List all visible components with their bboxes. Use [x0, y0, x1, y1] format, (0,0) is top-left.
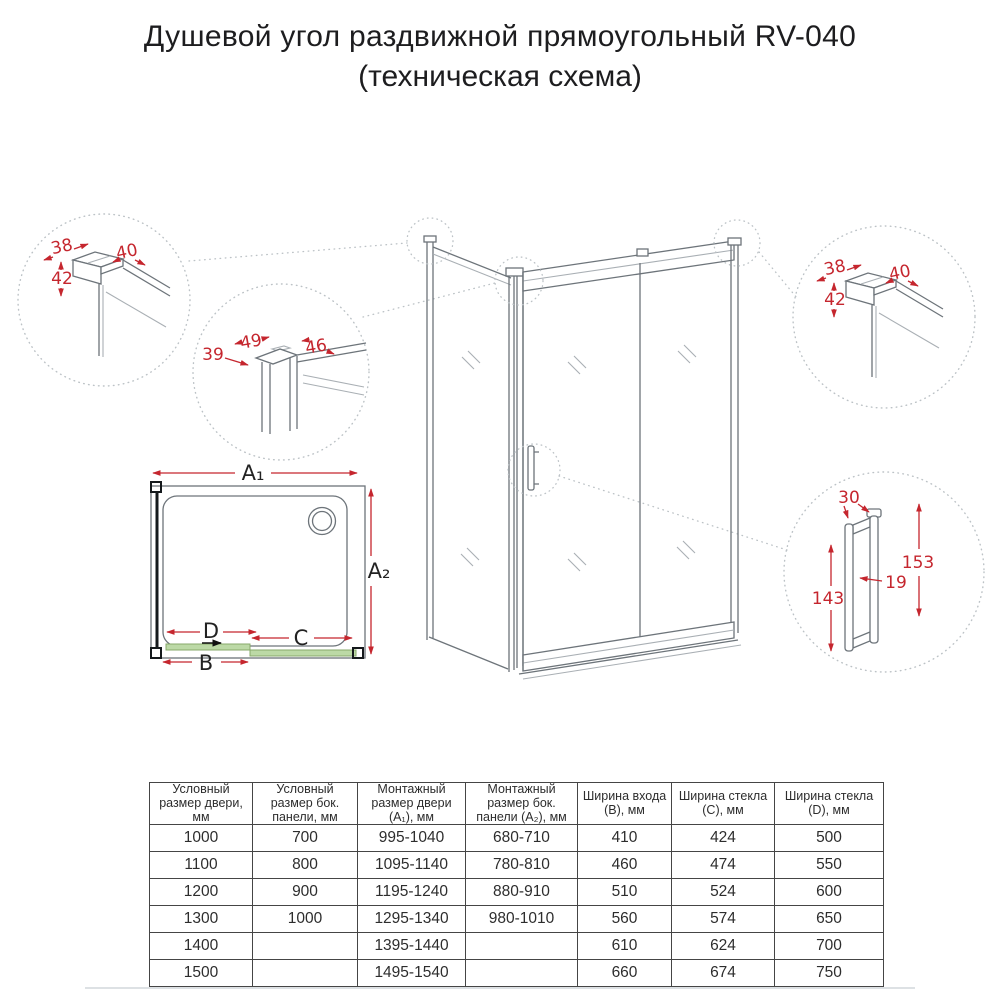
table-cell: 1195-1240: [358, 879, 466, 906]
dim-49: 49: [238, 330, 264, 354]
side-panel-post-cap: [424, 236, 436, 242]
table-cell: 1495-1540: [358, 960, 466, 987]
table-cell: 600: [775, 879, 884, 906]
detail-handle: [812, 488, 934, 651]
table-header-cell: Ширина стекла (C), мм: [672, 783, 775, 825]
bottom-divider: [85, 987, 915, 989]
dim-40: 40: [114, 240, 140, 265]
dim-38: 38: [49, 235, 75, 260]
title-line-1: Душевой угол раздвижной прямоугольный RV-040: [143, 20, 857, 53]
plan-label-b: B: [198, 651, 214, 675]
table-cell: 550: [775, 852, 884, 879]
table-cell: 800: [253, 852, 358, 879]
corner-bracket: [151, 482, 161, 492]
table-head: [150, 783, 884, 825]
plan-view: [151, 461, 390, 675]
table-cell: 980-1010: [466, 906, 578, 933]
table-cell: 1395-1440: [358, 933, 466, 960]
enclosure-isometric-view: [407, 218, 760, 679]
table-cell: 660: [578, 960, 672, 987]
table-cell: 500: [775, 825, 884, 852]
dim-38: 38: [822, 256, 848, 281]
table-row: [150, 879, 884, 906]
table-header-cell: Условный размер бок. панели, мм: [253, 783, 358, 825]
detail-top-right-profile: [817, 256, 943, 378]
table-cell: 1000: [150, 825, 253, 852]
table-header-cell: Монтажный размер бок. панели (A₂), мм: [466, 783, 578, 825]
table-header-cell: Ширина стекла (D), мм: [775, 783, 884, 825]
table-cell: [466, 933, 578, 960]
glass-panel-c: [250, 650, 356, 656]
right-post-cap: [728, 238, 741, 245]
dim-40: 40: [887, 261, 913, 286]
table-row: [150, 933, 884, 960]
corner-bracket: [151, 648, 161, 658]
table-cell: 424: [672, 825, 775, 852]
table-header-cell: Монтажный размер двери (A₁), мм: [358, 783, 466, 825]
table-cell: 700: [253, 825, 358, 852]
table-cell: 510: [578, 879, 672, 906]
table-cell: 880-910: [466, 879, 578, 906]
plan-label-a1: A₁: [241, 461, 265, 485]
table-cell: 680-710: [466, 825, 578, 852]
table-cell: 780-810: [466, 852, 578, 879]
table-cell: [466, 960, 578, 987]
dimensions-table: [149, 782, 884, 987]
roller-bracket: [637, 249, 648, 256]
table-row: [150, 960, 884, 987]
table-cell: 1300: [150, 906, 253, 933]
corner-post-cap: [506, 268, 523, 276]
table-cell: 995-1040: [358, 825, 466, 852]
table-cell: 574: [672, 906, 775, 933]
table-header-cell: Условный размер двери, мм: [150, 783, 253, 825]
table-row: [150, 906, 884, 933]
table-cell: 524: [672, 879, 775, 906]
table-cell: 474: [672, 852, 775, 879]
dim-42: 42: [51, 269, 73, 289]
table-cell: 900: [253, 879, 358, 906]
plan-label-d: D: [202, 619, 220, 643]
table-cell: 650: [775, 906, 884, 933]
dim-153: 153: [901, 553, 935, 573]
table-cell: 410: [578, 825, 672, 852]
table-cell: 560: [578, 906, 672, 933]
dim-30: 30: [838, 488, 860, 508]
title-line-2: (техническая схема): [358, 60, 642, 93]
table-cell: 1500: [150, 960, 253, 987]
dim-42: 42: [824, 290, 846, 310]
dim-19: 19: [885, 573, 907, 593]
table-body: [150, 825, 884, 987]
table-cell: 1200: [150, 879, 253, 906]
table-cell: 1295-1340: [358, 906, 466, 933]
table-cell: 460: [578, 852, 672, 879]
door-handle: [528, 446, 534, 490]
table-cell: 1000: [253, 906, 358, 933]
glass-shine-marks: [461, 345, 696, 571]
table-row: [150, 852, 884, 879]
table-cell: 624: [672, 933, 775, 960]
dim-143: 143: [811, 589, 845, 609]
table-cell: 700: [775, 933, 884, 960]
table-cell: 674: [672, 960, 775, 987]
table-cell: 1400: [150, 933, 253, 960]
table-header-cell: Ширина входа (B), мм: [578, 783, 672, 825]
table-cell: [253, 933, 358, 960]
detail-top-left-profile: [44, 235, 170, 357]
plan-label-a2: A₂: [367, 559, 391, 583]
table-cell: 1100: [150, 852, 253, 879]
table-cell: 610: [578, 933, 672, 960]
table-cell: [253, 960, 358, 987]
table-cell: 1095-1140: [358, 852, 466, 879]
table-cell: 750: [775, 960, 884, 987]
table-row: [150, 825, 884, 852]
glass-panel-d: [166, 644, 250, 650]
dim-39: 39: [202, 345, 224, 365]
shower-tray: [163, 496, 347, 646]
detail-corner-profile: [202, 330, 366, 434]
plan-label-c: C: [293, 626, 309, 650]
dim-46: 46: [303, 335, 329, 359]
